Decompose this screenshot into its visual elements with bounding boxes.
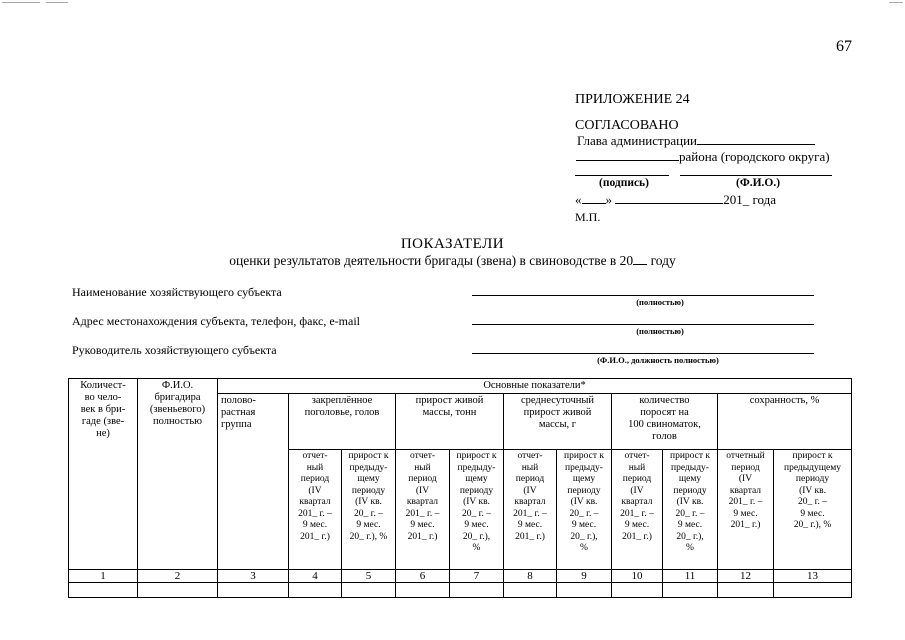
- day-blank: [582, 192, 606, 204]
- district-blank: [576, 148, 679, 161]
- subheader-weight-period: отчет- ный период (IV квартал 201_ г. – 9 мес. 201_ г.): [396, 450, 450, 570]
- scan-edge-marks: [0, 0, 905, 6]
- empty-data-row: [69, 583, 852, 598]
- empty-cell[interactable]: [396, 583, 450, 598]
- stamp-label: М.П.: [575, 210, 601, 224]
- empty-cell[interactable]: [218, 583, 289, 598]
- empty-cell[interactable]: [663, 583, 718, 598]
- year-label: 201_ года: [723, 192, 777, 207]
- fio-label: (Ф.И.О.): [736, 177, 781, 189]
- date-close-quote: »: [605, 192, 612, 207]
- empty-cell[interactable]: [289, 583, 342, 598]
- document-subtitle: [0, 253, 905, 269]
- appendix-label: ПРИЛОЖЕНИЕ 24: [575, 92, 690, 107]
- district-label: района (городского округа): [679, 149, 830, 164]
- field-hint-entity-name: (полностью): [636, 297, 684, 307]
- head-blank: [697, 132, 815, 145]
- header-age-group: полово- растная группа: [218, 394, 289, 570]
- subheader-survival-growth: прирост к предыдущему периоду (IV кв. 20_ г. – 9 мес. 20_ г.), %: [774, 450, 852, 570]
- field-line-entity-name: [472, 295, 814, 296]
- column-number-row: [69, 570, 852, 583]
- subheader-piglets-period: отчет- ный период (IV квартал 201_ г. – 9 мес. 201_ г.): [612, 450, 663, 570]
- empty-cell[interactable]: [138, 583, 218, 598]
- field-label-entity-name: Наименование хозяйствующего субъекта: [72, 285, 282, 299]
- empty-cell[interactable]: [504, 583, 557, 598]
- header-main-indicators: Основные показатели*: [218, 379, 852, 394]
- district-line: [576, 148, 830, 165]
- empty-cell[interactable]: [557, 583, 612, 598]
- empty-cell[interactable]: [342, 583, 396, 598]
- header-foreman-name: Ф.И.О. бригадира (звеньевого) полностью: [138, 379, 218, 570]
- column-number: 12: [718, 570, 774, 583]
- subtitle-end: году: [647, 253, 676, 268]
- empty-cell[interactable]: [450, 583, 504, 598]
- header-group-livestock: закреплённое поголовье, голов: [289, 394, 396, 450]
- column-number: 7: [450, 570, 504, 583]
- head-of-administration-line: [577, 132, 815, 149]
- field-line-address: [472, 324, 814, 325]
- column-number: 6: [396, 570, 450, 583]
- column-number: 2: [138, 570, 218, 583]
- page-number: 67: [836, 38, 852, 55]
- subheader-livestock-period: отчет- ный период (IV квартал 201_ г. – 9 мес. 201_ г.): [289, 450, 342, 570]
- field-label-manager: Руководитель хозяйствующего субъекта: [72, 343, 277, 357]
- head-label: Глава администрации: [577, 133, 698, 148]
- column-number: 5: [342, 570, 396, 583]
- subheader-daily-growth: прирост к предыду- щему периоду (IV кв. 20_ г. – 9 мес. 20_ г.), %: [557, 450, 612, 570]
- subtitle-text: оценки результатов деятельности бригады (звена) в свиноводстве в 20: [229, 253, 634, 268]
- field-hint-manager: (Ф.И.О., должность полностью): [597, 355, 719, 365]
- subheader-survival-period: отчетный период (IV квартал 201_ г. – 9 мес. 201_ г.): [718, 450, 774, 570]
- subheader-weight-growth: прирост к предыду- щему периоду (IV кв. 20_ г. – 9 мес. 20_ г.), %: [450, 450, 504, 570]
- month-blank: [615, 192, 723, 204]
- signature-label: (подпись): [599, 177, 649, 189]
- indicators-table: [68, 378, 852, 598]
- approved-label: СОГЛАСОВАНО: [575, 118, 679, 133]
- column-number: 1: [69, 570, 138, 583]
- column-number: 9: [557, 570, 612, 583]
- column-number: 13: [774, 570, 852, 583]
- subheader-piglets-growth: прирост к предыду- щему периоду (IV кв. 20_ г. – 9 мес. 20_ г.), %: [663, 450, 718, 570]
- field-label-address: Адрес местонахождения субъекта, телефон, факс, e-mail: [72, 314, 361, 328]
- subheader-livestock-growth: прирост к предыду- щему периоду (IV кв. 20_ г. – 9 мес. 20_ г.), %: [342, 450, 396, 570]
- date-open-quote: «: [575, 192, 582, 207]
- document-title: ПОКАЗАТЕЛИ: [400, 236, 505, 252]
- header-group-weight-gain: прирост живой массы, тонн: [396, 394, 504, 450]
- header-group-daily-gain: среднесуточный прирост живой массы, г: [504, 394, 612, 450]
- subheader-daily-period: отчет- ный период (IV квартал 201_ г. – 9 мес. 201_ г.): [504, 450, 557, 570]
- empty-cell[interactable]: [69, 583, 138, 598]
- date-line: [575, 192, 776, 208]
- field-line-manager: [472, 353, 814, 354]
- empty-cell[interactable]: [718, 583, 774, 598]
- header-people-count: Количест- во чело- век в бри- гаде (зве- не): [69, 379, 138, 570]
- column-number: 4: [289, 570, 342, 583]
- column-number: 3: [218, 570, 289, 583]
- empty-cell[interactable]: [774, 583, 852, 598]
- column-number: 11: [663, 570, 718, 583]
- empty-cell[interactable]: [612, 583, 663, 598]
- header-group-survival: сохранность, %: [718, 394, 852, 450]
- field-hint-address: (полностью): [636, 326, 684, 336]
- column-number: 10: [612, 570, 663, 583]
- column-number: 8: [504, 570, 557, 583]
- header-group-piglets: количество поросят на 100 свиноматок, голов: [612, 394, 718, 450]
- year-blank: [633, 253, 647, 265]
